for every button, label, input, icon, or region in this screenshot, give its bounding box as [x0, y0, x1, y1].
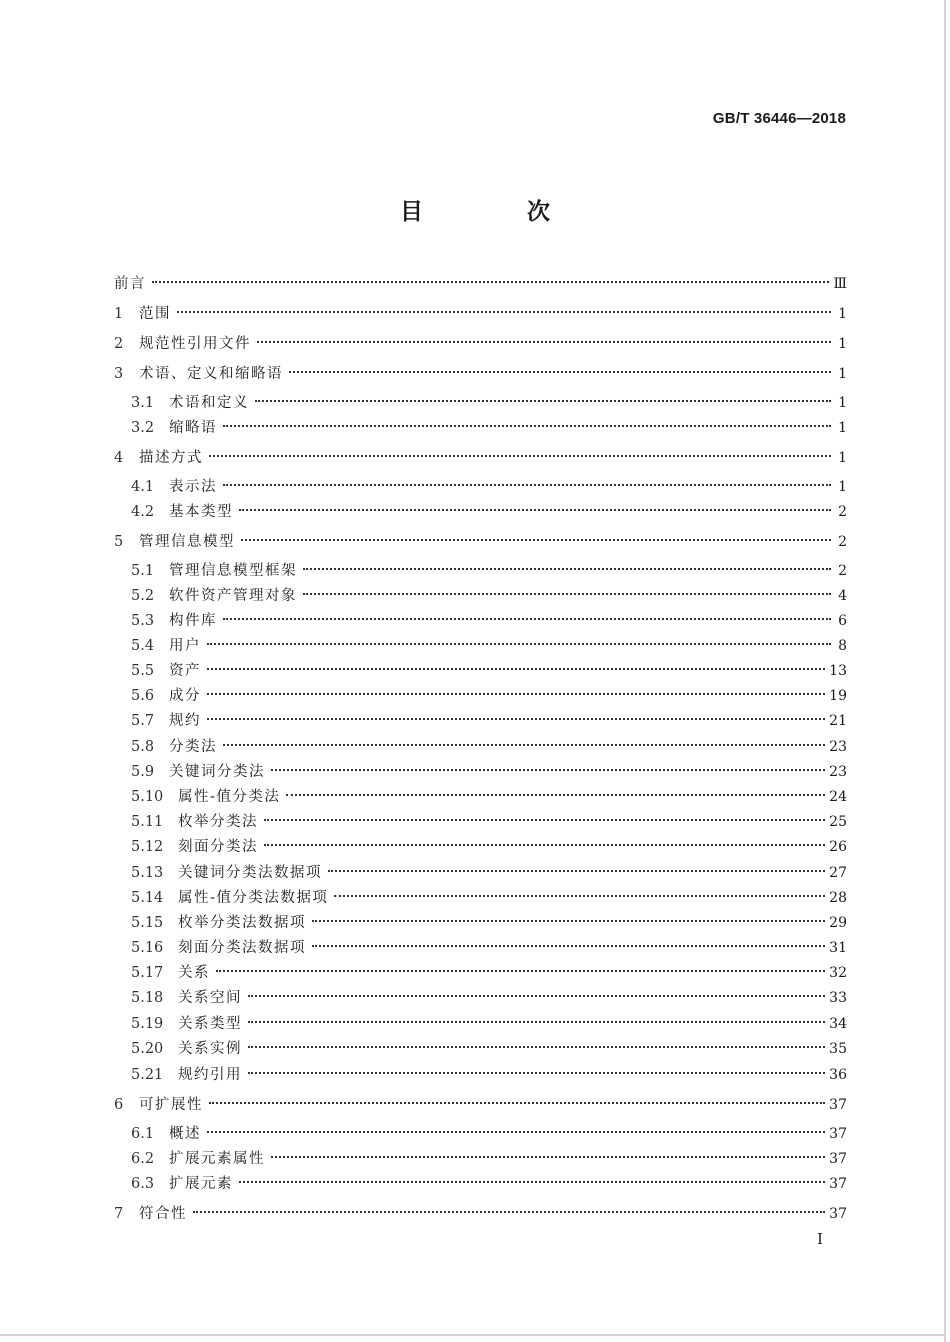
toc-entry-label: 范围 [139, 306, 171, 322]
toc-entry-label: 枚举分类法 [178, 814, 258, 830]
toc-dot-leader [289, 371, 831, 373]
toc-entry-number: 6.2 [131, 1151, 155, 1167]
toc-dot-leader [328, 870, 825, 872]
toc-entry-page: 21 [829, 713, 847, 729]
toc-entry-page: 35 [829, 1041, 847, 1057]
toc-entry[interactable] [131, 937, 847, 959]
toc-entry-page: 2 [838, 504, 847, 520]
toc-entry-label: 规约引用 [178, 1067, 242, 1083]
toc-entry-page: Ⅲ [833, 276, 847, 292]
toc-dot-leader [334, 895, 825, 897]
toc-entry-label: 属性-值分类法数据项 [178, 890, 329, 906]
toc-entry-page: 27 [829, 865, 847, 881]
toc-dot-leader [286, 794, 825, 796]
toc-entry-number: 5.16 [131, 940, 164, 956]
toc-entry-label: 关系 [178, 965, 210, 981]
toc-dot-leader [223, 744, 825, 746]
toc-entry-page: 4 [838, 588, 847, 604]
toc-entry[interactable] [131, 736, 847, 758]
toc-entry-number: 5.20 [131, 1041, 164, 1057]
toc-entry-label: 管理信息模型 [139, 534, 235, 550]
toc-dot-leader [248, 995, 825, 997]
toc-entry[interactable] [131, 392, 847, 414]
toc-dot-leader [255, 400, 831, 402]
toc-dot-leader [209, 1102, 825, 1104]
toc-entry-page: 1 [838, 479, 847, 495]
toc-entry-page: 37 [829, 1126, 847, 1142]
toc-entry[interactable] [131, 887, 847, 909]
toc-dot-leader [223, 425, 831, 427]
toc-entry-label: 规约 [169, 713, 201, 729]
page-edge-bottom [0, 1334, 946, 1336]
toc-entry-label: 描述方式 [139, 450, 203, 466]
toc-entry-page: 13 [829, 663, 847, 679]
toc-entry-label: 构件库 [169, 613, 217, 629]
toc-entry-page: 1 [838, 420, 847, 436]
toc-entry[interactable] [131, 862, 847, 884]
toc-entry-label: 枚举分类法数据项 [178, 915, 306, 931]
toc-entry-label: 关键词分类法数据项 [178, 865, 322, 881]
toc-dot-leader [207, 1131, 825, 1133]
toc-dot-leader [239, 509, 831, 511]
toc-entry[interactable] [114, 363, 847, 385]
toc-entry-number: 4 [114, 450, 124, 466]
toc-dot-leader [209, 455, 831, 457]
toc-entry-label: 刻面分类法数据项 [178, 940, 306, 956]
toc-entry-label: 关系空间 [178, 990, 242, 1006]
toc-entry-label: 管理信息模型框架 [169, 563, 297, 579]
toc-dot-leader [248, 1046, 825, 1048]
toc-entry[interactable] [131, 660, 847, 682]
toc-entry-page: 1 [838, 366, 847, 382]
toc-entry-number: 5.8 [131, 739, 155, 755]
toc-entry-number: 5.12 [131, 839, 164, 855]
toc-entry-number: 5.14 [131, 890, 164, 906]
toc-entry-page: 34 [829, 1016, 847, 1032]
toc-dot-leader [248, 1072, 825, 1074]
standard-code: GB/T 36446—2018 [712, 110, 846, 127]
toc-entry-number: 5 [114, 534, 124, 550]
toc-entry-page: 23 [829, 739, 847, 755]
toc-entry-page: 1 [838, 336, 847, 352]
toc-entry-page: 28 [829, 890, 847, 906]
toc-dot-leader [223, 618, 831, 620]
toc-entry-number: 5.10 [131, 789, 164, 805]
toc-entry-number: 5.3 [131, 613, 155, 629]
toc-entry-page: 31 [829, 940, 847, 956]
toc-entry-page: 37 [829, 1151, 847, 1167]
toc-dot-leader [312, 920, 825, 922]
toc-entry-label: 关系实例 [178, 1041, 242, 1057]
toc-entry-number: 7 [114, 1206, 124, 1222]
toc-entry-number: 4.1 [131, 479, 155, 495]
toc-entry-page: 1 [838, 395, 847, 411]
toc-entry-number: 5.1 [131, 563, 155, 579]
toc-entry-number: 5.11 [131, 814, 164, 830]
toc-entry-number: 6 [114, 1097, 124, 1113]
toc-entry-label: 可扩展性 [139, 1097, 203, 1113]
toc-entry-page: 1 [838, 450, 847, 466]
page-title: 目 次 [399, 199, 598, 225]
toc-dot-leader [152, 281, 829, 283]
toc-entry[interactable] [131, 635, 847, 657]
toc-entry[interactable] [114, 333, 847, 355]
toc-entry[interactable] [131, 1123, 847, 1145]
toc-entry-label: 属性-值分类法 [178, 789, 281, 805]
toc-dot-leader [248, 1021, 825, 1023]
toc-dot-leader [312, 945, 825, 947]
toc-entry-page: 25 [829, 814, 847, 830]
toc-entry-page: 23 [829, 764, 847, 780]
toc-entry-page: 37 [829, 1097, 847, 1113]
toc-entry-label: 软件资产管理对象 [169, 588, 297, 604]
toc-entry[interactable] [131, 710, 847, 732]
toc-dot-leader [207, 643, 831, 645]
toc-entry-label: 术语、定义和缩略语 [139, 366, 283, 382]
toc-entry-label: 刻面分类法 [178, 839, 258, 855]
toc-entry[interactable] [131, 912, 847, 934]
toc-dot-leader [303, 568, 831, 570]
toc-entry-number: 3.2 [131, 420, 155, 436]
toc-entry-page: 33 [829, 990, 847, 1006]
toc-dot-leader [193, 1211, 825, 1213]
toc-entry-label: 术语和定义 [169, 395, 249, 411]
toc-entry-page: 29 [829, 915, 847, 931]
toc-dot-leader [271, 769, 825, 771]
toc-entry-page: 6 [838, 613, 847, 629]
toc-entry[interactable] [114, 273, 847, 295]
toc-dot-leader [216, 970, 825, 972]
toc-entry[interactable] [131, 417, 847, 439]
toc-entry-label: 规范性引用文件 [139, 336, 251, 352]
toc-entry[interactable] [131, 501, 847, 523]
toc-entry-page: 1 [838, 306, 847, 322]
toc-entry[interactable] [114, 1094, 847, 1116]
toc-entry-page: 26 [829, 839, 847, 855]
toc-entry[interactable] [131, 1013, 847, 1035]
toc-dot-leader [264, 819, 825, 821]
toc-entry-number: 3.1 [131, 395, 155, 411]
toc-entry[interactable] [131, 1064, 847, 1086]
toc-entry-label: 前言 [114, 276, 146, 292]
toc-entry-number: 6.1 [131, 1126, 155, 1142]
toc-entry[interactable] [131, 836, 847, 858]
toc-entry-number: 2 [114, 336, 124, 352]
toc-dot-leader [239, 1181, 825, 1183]
toc-entry-page: 2 [838, 534, 847, 550]
toc-entry[interactable] [131, 1148, 847, 1170]
toc-entry[interactable] [131, 987, 847, 1009]
toc-entry-label: 关系类型 [178, 1016, 242, 1032]
toc-entry[interactable] [131, 610, 847, 632]
toc-dot-leader [303, 593, 831, 595]
toc-entry-page: 36 [829, 1067, 847, 1083]
toc-entry[interactable] [114, 447, 847, 469]
toc-entry-label: 关键词分类法 [169, 764, 265, 780]
toc-dot-leader [241, 539, 831, 541]
toc-entry-number: 4.2 [131, 504, 155, 520]
toc-entry[interactable] [131, 585, 847, 607]
toc-dot-leader [264, 844, 825, 846]
toc-entry[interactable] [114, 531, 847, 553]
toc-entry[interactable] [114, 303, 847, 325]
toc-entry-label: 符合性 [139, 1206, 187, 1222]
toc-entry[interactable] [131, 761, 847, 783]
toc-entry-number: 5.19 [131, 1016, 164, 1032]
toc-entry-label: 扩展元素 [169, 1176, 233, 1192]
toc-dot-leader [271, 1156, 825, 1158]
toc-dot-leader [223, 484, 831, 486]
toc-entry-page: 2 [838, 563, 847, 579]
toc-entry[interactable] [131, 560, 847, 582]
toc-entry-page: 24 [829, 789, 847, 805]
toc-entry-label: 用户 [169, 638, 201, 654]
toc-entry-number: 5.7 [131, 713, 155, 729]
toc-entry-number: 5.9 [131, 764, 155, 780]
toc-entry-label: 分类法 [169, 739, 217, 755]
toc-entry-number: 6.3 [131, 1176, 155, 1192]
toc-dot-leader [207, 668, 825, 670]
toc-entry-number: 5.17 [131, 965, 164, 981]
toc-entry[interactable] [131, 962, 847, 984]
toc-entry-number: 5.6 [131, 688, 155, 704]
toc-entry-number: 5.21 [131, 1067, 164, 1083]
toc-entry-label: 成分 [169, 688, 201, 704]
toc-entry[interactable] [131, 685, 847, 707]
toc-entry[interactable] [131, 1038, 847, 1060]
toc-entry-label: 扩展元素属性 [169, 1151, 265, 1167]
toc-entry-number: 5.2 [131, 588, 155, 604]
toc-entry-page: 37 [829, 1206, 847, 1222]
toc-entry-label: 表示法 [169, 479, 217, 495]
page-number: I [817, 1230, 823, 1248]
toc-entry-number: 5.18 [131, 990, 164, 1006]
toc-dot-leader [207, 718, 825, 720]
toc-entry-label: 资产 [169, 663, 201, 679]
toc-entry-page: 32 [829, 965, 847, 981]
toc-entry-number: 5.4 [131, 638, 155, 654]
toc-entry-number: 5.5 [131, 663, 155, 679]
toc-entry-page: 19 [829, 688, 847, 704]
toc-entry-number: 5.13 [131, 865, 164, 881]
toc-entry[interactable] [114, 1203, 847, 1225]
toc-entry[interactable] [131, 1173, 847, 1195]
toc-entry[interactable] [131, 786, 847, 808]
toc-entry-number: 5.15 [131, 915, 164, 931]
toc-dot-leader [177, 311, 831, 313]
toc-entry-page: 8 [838, 638, 847, 654]
toc-entry-page: 37 [829, 1176, 847, 1192]
toc-entry[interactable] [131, 476, 847, 498]
toc-entry-number: 3 [114, 366, 124, 382]
toc-entry-label: 概述 [169, 1126, 201, 1142]
toc-entry[interactable] [131, 811, 847, 833]
toc-dot-leader [257, 341, 831, 343]
toc-entry-label: 基本类型 [169, 504, 233, 520]
toc-dot-leader [207, 693, 825, 695]
toc-entry-label: 缩略语 [169, 420, 217, 436]
toc-entry-number: 1 [114, 306, 124, 322]
